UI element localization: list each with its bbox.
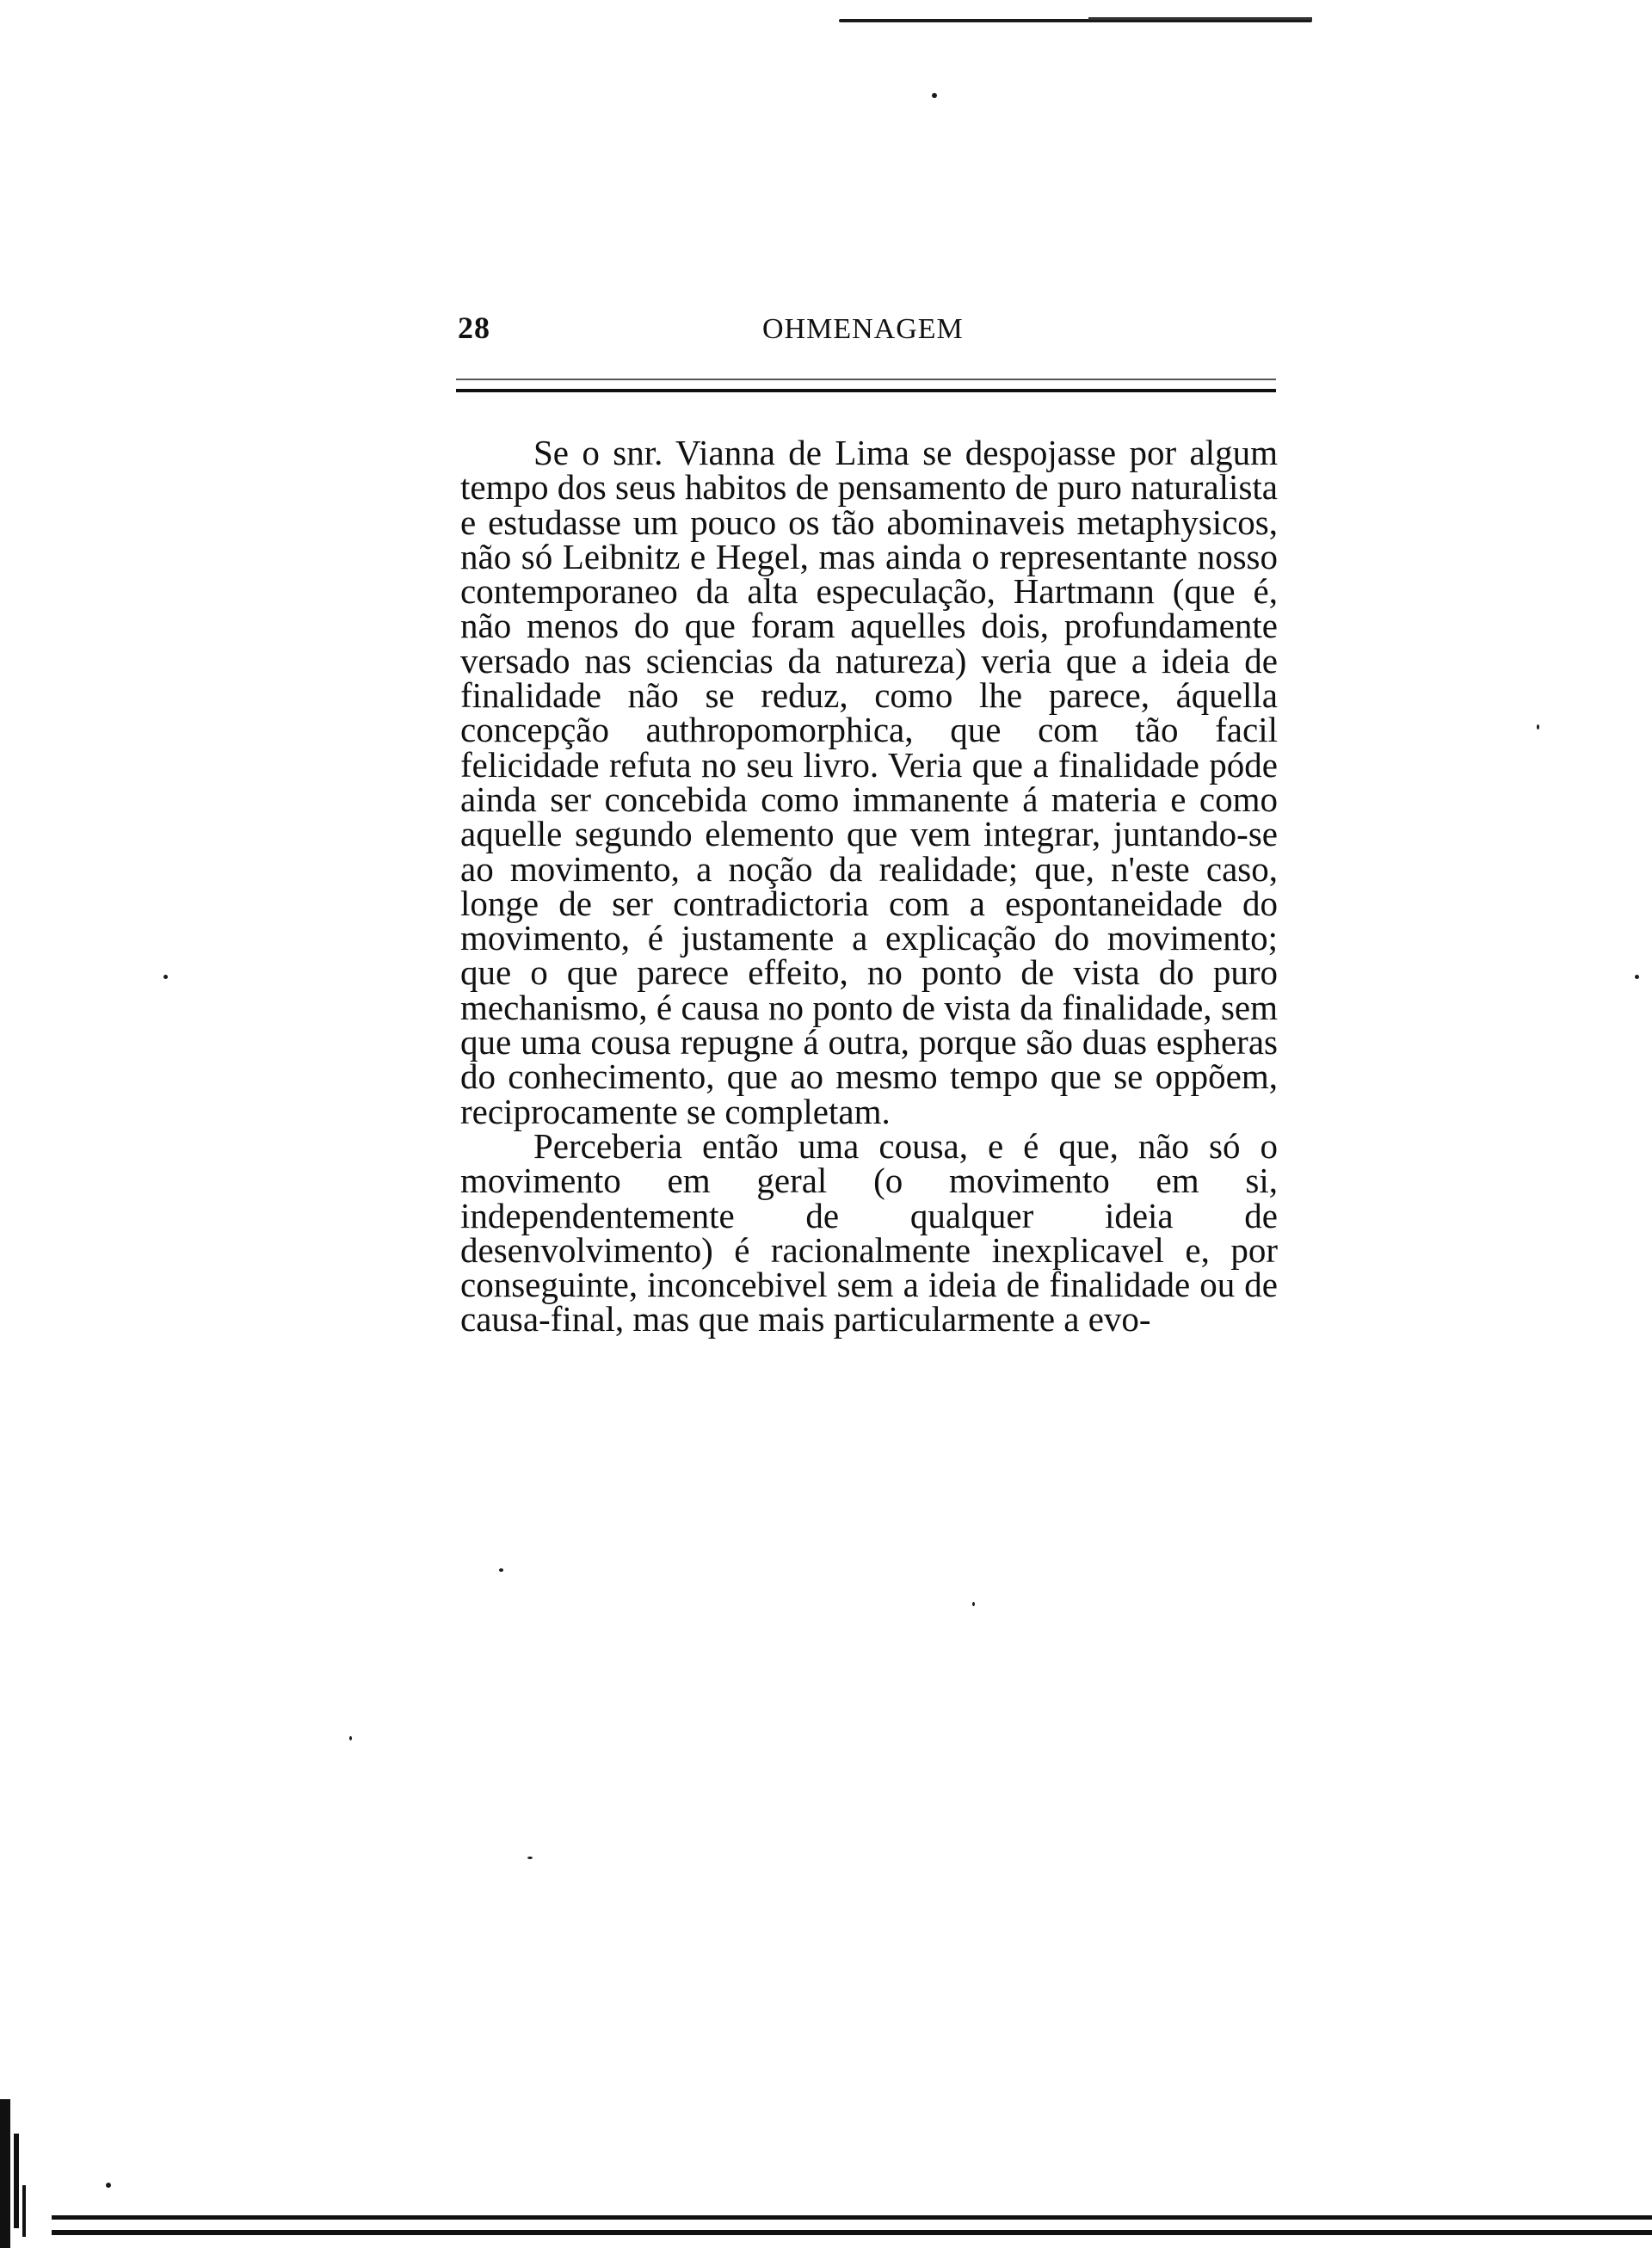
running-title: OHMENAGEM — [762, 313, 964, 345]
paragraph: Se o snr. Vianna de Lima se despojasse por algum tempo dos seus habitos de pensamento de puro naturalista e estudasse um pouco os tão abominaveis metaphysicos, não só Leibnitz e Hegel, mas ainda o representante nosso contemporaneo da alta especulação, Hartmann (que é, não menos do que foram aquelles dois, profundamente versado nas sciencias da natureza) veria que a ideia de finalidade não se reduz, como lhe parece, áquella concepção authropomorphica, que com tão facil felicidade refuta no seu livro. Veria que a finalidade póde ainda ser concebida como immanente á materia e como aquelle segundo elemento que vem integrar, juntando-se ao movimento, a noção da realidade; que, n'este caso, longe de ser contradictoria com a espontaneidade do movimento, é justamente a explicação do movimento; que o que parece effeito, no ponto de vista do puro mechanismo, é causa no ponto de vista da finalidade, sem que uma cousa repugne á outra, porque são duas espheras do conhecimento, que ao mesmo tempo que se oppõem, reciprocamente se completam. — [460, 433, 1278, 1131]
scan-speck — [972, 1602, 975, 1606]
header-rule-thick — [456, 389, 1276, 392]
scan-speck — [106, 2183, 111, 2188]
top-scan-rule-secondary — [1088, 17, 1312, 20]
scan-speck — [527, 1857, 533, 1859]
bottom-scan-rule — [52, 2215, 1652, 2220]
page-header — [458, 310, 1275, 361]
bottom-scan-rule — [52, 2230, 1652, 2235]
scan-speck — [349, 1736, 352, 1740]
body-text — [460, 433, 1278, 1340]
scan-speck — [499, 1568, 503, 1572]
binding-mark — [14, 2134, 19, 2228]
scan-speck — [163, 975, 168, 979]
scan-speck — [1537, 724, 1539, 730]
paragraph: Perceberia então uma cousa, e é que, não só o movimento em geral (o movimento em si, independentemente de qualquer ideia de desenvolvimento) é racionalmente inexplicavel e, por conseguinte, inconcebivel sem a ideia de finalidade ou de causa-final, mas que mais particularmente a evo- — [460, 1125, 1278, 1340]
binding-mark — [22, 2185, 26, 2237]
scan-speck — [932, 93, 937, 98]
binding-mark — [0, 2099, 10, 2248]
scan-speck — [1635, 975, 1639, 979]
header-rule-thin — [456, 379, 1276, 380]
page-number: 28 — [458, 311, 490, 345]
